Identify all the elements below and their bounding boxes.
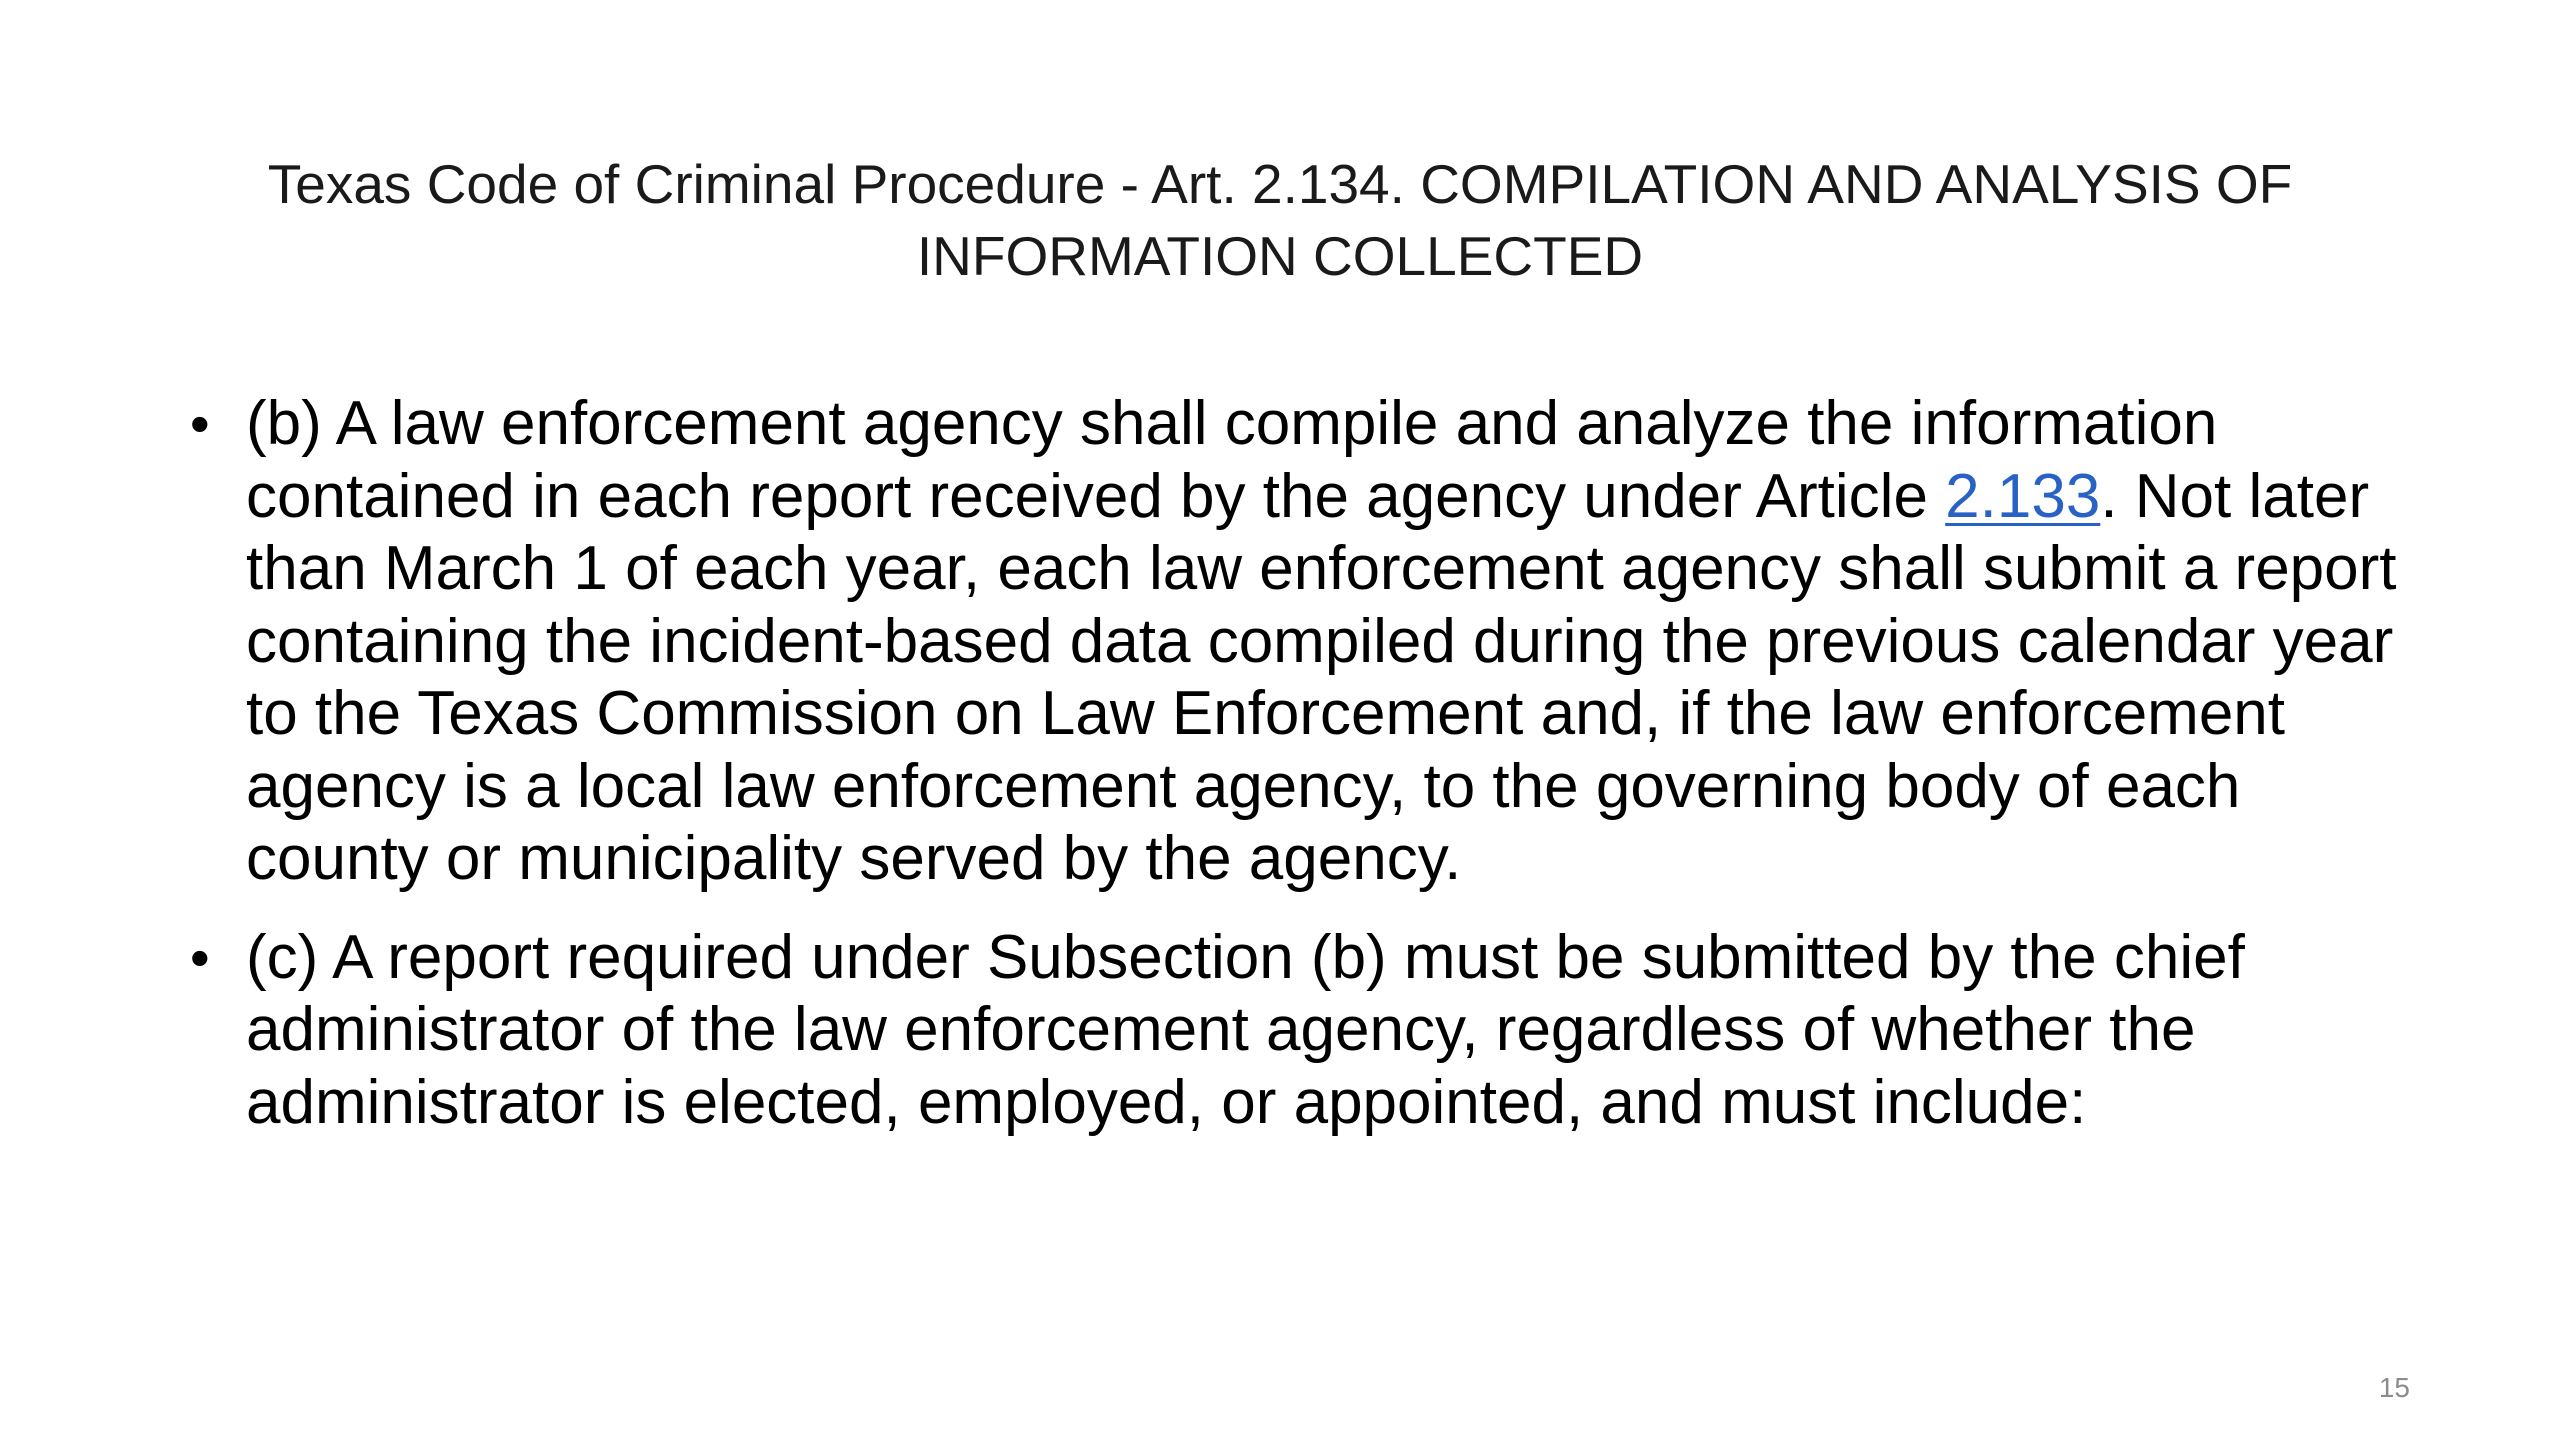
page-number: 15 <box>2378 1372 2410 1403</box>
bullet-item-b <box>190 388 2430 896</box>
bullet-text-before-link: (b) A law enforcement agency shall compile and analyze the information contained in each report received by the agency under Article <box>246 389 2218 531</box>
slide-title: Texas Code of Criminal Procedure - Art. 2.134. COMPILATION AND ANALYSIS OF INFORMATION COLLECTED <box>267 153 2293 287</box>
bullet-item-c <box>190 922 2430 1140</box>
bullet-text-b <box>246 389 2397 893</box>
bullet-marker: • <box>190 392 210 455</box>
article-2-133-link[interactable]: 2.133 <box>1945 461 2101 531</box>
bullet-text-after-link: . Not later than March 1 of each year, each law enforcement agency shall submit a report containing the incident-based data compiled during the previous calendar year to the Texas Commission on Law Enforcement and, if the law enforcement agency is a local law enforcement agency, to the governing body of each county or municipality served by the agency. <box>246 461 2397 893</box>
bullet-marker: • <box>190 925 210 989</box>
bullet-text-c: (c) A report required under Subsection (b) must be submitted by the chief administrator of the law enforcement agency, regardless of whether the administrator is elected, employed, or appointed, and must include: <box>246 922 2245 1137</box>
bullet-list <box>190 388 2430 1165</box>
